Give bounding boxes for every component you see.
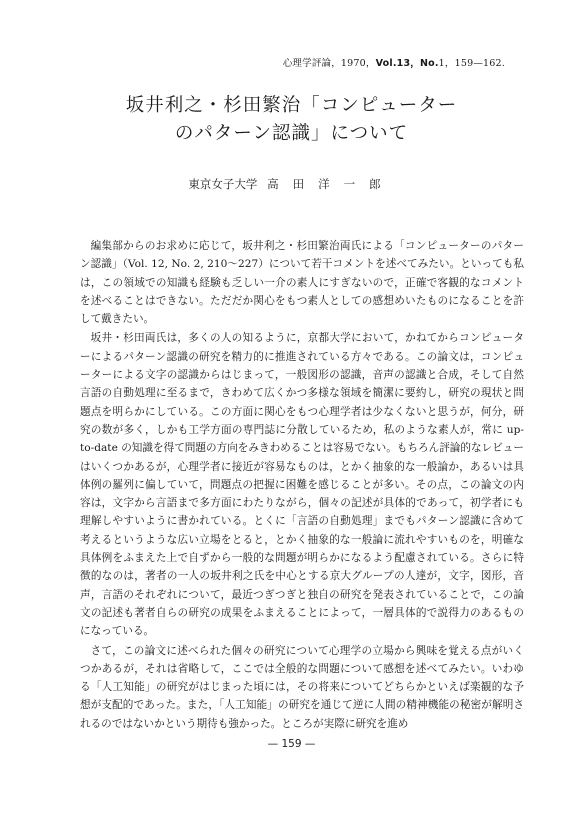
citation-no-label: ，No. — [410, 58, 439, 69]
article-body — [80, 237, 524, 733]
paragraph-3: さて，この論文に述べられた個々の研究について心理学の立場から興味を覚える点がいくつかあるが，それは省略して，ここでは全般的な問題について感想を述べてみたい。いわゆる「人工知能」の研究がはじまった頃には，その将来についてどちらかといえば楽観的な予想が支配的であった。また，「人工知能」の研究を通じて逆に人間の精神機能の秘密が解明されるのではないかという期待も強かった。ところが実際に研究を進め — [80, 644, 524, 730]
article-title — [0, 92, 583, 148]
citation-pages: ，159—162. — [444, 58, 505, 69]
page-number: — 159 — — [267, 738, 316, 750]
author-affiliation: 東京女子大学 — [188, 177, 258, 191]
paragraph-2: 坂井・杉田両氏は，多くの人の知るように，京都大学において，かねてからコンピューターによるパターン認識の研究を精力的に推進されている方々である。この論文は，コンピューターによる文字の認識からはじまって，一般図形の認識，音声の認識と合成，そして自然言語の自動処理に至るまで，きわめて広くかつ多様な領域を簡潔に要約し，研究の現状と問題点を明らかにしている。この方面に関心をもつ心理学者は少なくないと思うが，何分，研究の数が多く，しかも工学方面の専門誌に分散しているため，私のような素人が，常に up-to-date の知識を得て問題の方向をみきわめることは容易でない。もちろん評論的なレビューはいくつかあるが，心理学者に接近が容易なものは，とかく抽象的な一般論か，あるいは具体例の羅列に偏していて，問題点の把握に困難を感じることが多い。その点，この論文の内容は，文字から言語まで多方面にわたりながら，個々の記述が具体的であって，初学者にも理解しやすいように書かれている。とくに「言語の自動処理」までもパターン認識に含めて考えるというような広い立場をとると，とかく抽象的な一般論に流れやすいものを，明確な具体例をふまえた上で自ずから一般的な問題が明らかになるよう配慮されている。さらに特徴的なのは，著者の一人の坂井利之氏を中心とする京大グループの人達が，文字，図形，音声，言語のそれぞれについて，最近つぎつぎと独自の研究を発表されていることで，この論文の記述も著者自らの研究の成果をふまえることによって，一層具体的で説得力のあるものになっている。 — [80, 332, 524, 638]
title-line-1: 坂井利之・杉田繁治「コンピューター — [125, 95, 458, 116]
paragraph-1: 編集部からのお求めに応じて，坂井利之・杉田繁治両氏による「コンピューターのパターン認識」（Vol. 12, No. 2, 210〜227）について若干コメントを述べてみたい。といっても私は，この領域での知識も経験も乏しい一介の素人にすぎないので，正確で客観的なコメントを述べることはできない。ただだか関心をもつ素人としての感想めいたものになることを許して戴きたい。 — [80, 240, 524, 326]
journal-citation — [283, 55, 505, 69]
author-line — [0, 176, 583, 192]
title-line-2: のパターン認識」について — [174, 123, 409, 144]
citation-journal: 心理学評論，1970， — [282, 58, 376, 69]
citation-no: 1 — [438, 58, 445, 69]
citation-vol-label: Vol. — [375, 58, 397, 69]
author-name: 高田洋一郎 — [267, 177, 395, 191]
citation-vol: 13 — [396, 58, 411, 69]
